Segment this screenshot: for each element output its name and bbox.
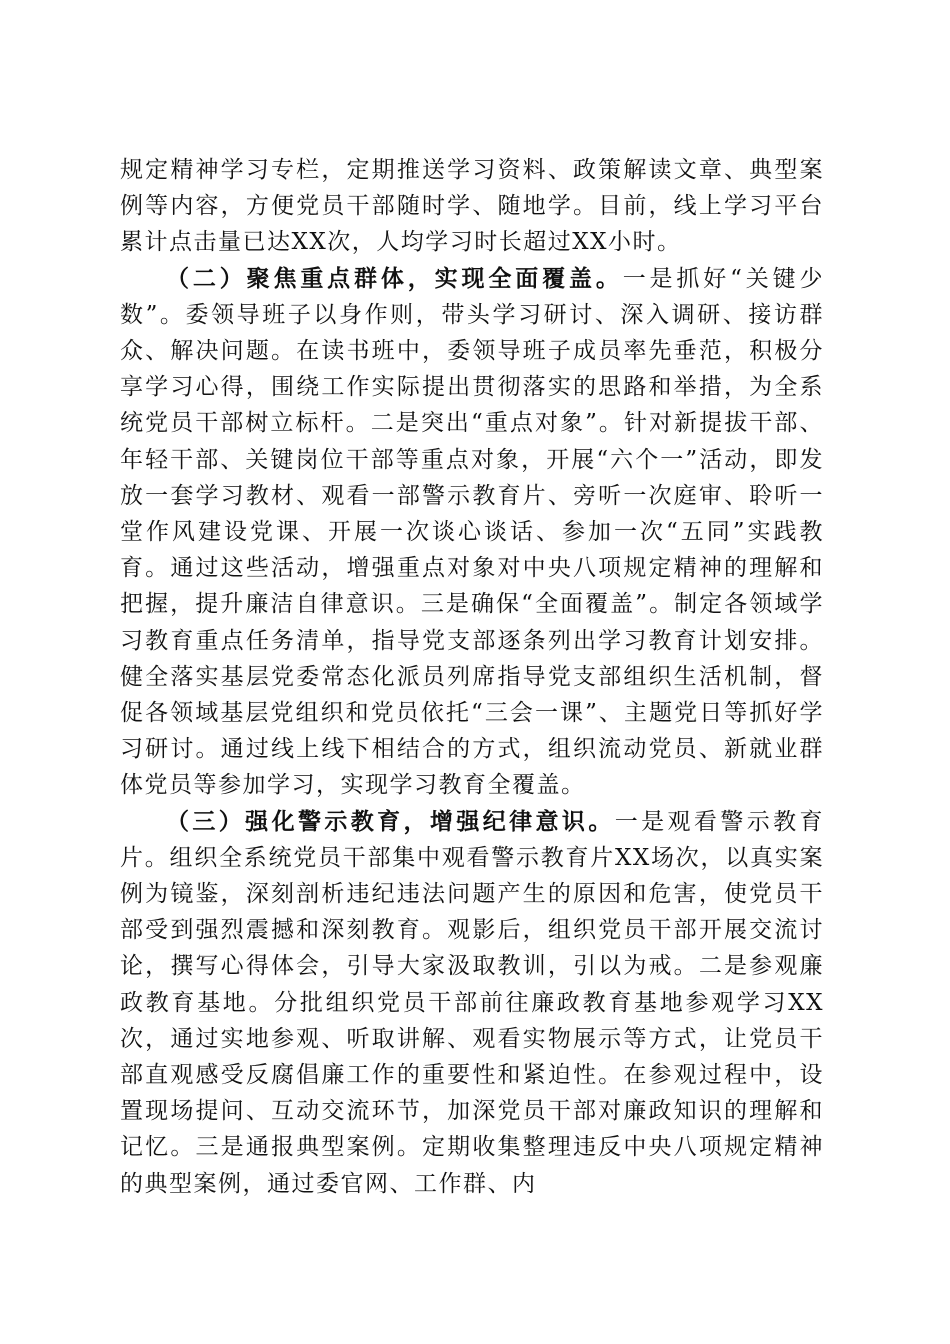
- paragraph-text: 规定精神学习专栏，定期推送学习资料、政策解读文章、典型案例等内容，方便党员干部随时学、随地学。目前，线上学习平台累计点击量已达XX次，人均学习时长超过XX小时。: [120, 157, 824, 256]
- paragraph-text: 一是观看警示教育片。组织全系统党员干部集中观看警示教育片XX场次，以真实案例为镜鉴，深刻剖析违纪违法问题产生的原因和危害，使党员干部受到强烈震撼和深刻教育。观影后，组织党员干部开展交流讨论，撰写心得体会，引导大家汲取教训，引以为戒。二是参观廉政教育基地。分批组织党员干部前往廉政教育基地参观学习XX次，通过实地参观、听取讲解、观看实物展示等方式，让党员干部直观感受反腐倡廉工作的重要性和紧迫性。在参观过程中，设置现场提问、互动交流环节，加深党员干部对廉政知识的理解和记忆。三是通报典型案例。定期收集整理违反中央八项规定精神的典型案例，通过委官网、工作群、内: [120, 808, 825, 1197]
- section-heading-3: （三）强化警示教育，增强纪律意识。: [166, 807, 615, 835]
- paragraph-focus-groups: [120, 261, 824, 804]
- paragraph-text: 一是抓好“关键少数”。委领导班子以身作则，带头学习研讨、深入调研、接访群众、解决问题。在读书班中，委领导班子成员率先垂范，积极分享学习心得，围绕工作实际提出贯彻落实的思路和举措，为全系统党员干部树立标杆。二是突出“重点对象”。针对新提拔干部、年轻干部、关键岗位干部等重点对象，开展“六个一”活动，即发放一套学习教材、观看一部警示教育片、旁听一次庭审、聆听一堂作风建设党课、开展一次谈心谈话、参加一次“五同”实践教育。通过这些活动，增强重点对象对中央八项规定精神的理解和把握，提升廉洁自律意识。三是确保“全面覆盖”。制定各领域学习教育重点任务清单，指导党支部逐条列出学习教育计划安排。健全落实基层党委常态化派员列席指导党支部组织生活机制，督促各领域基层党组织和党员依托“三会一课”、主题党日等抓好学习研讨。通过线上线下相结合的方式，组织流动党员、新就业群体党员等参加学习，实现学习教育全覆盖。: [120, 265, 824, 799]
- paragraph-warning-education: [120, 804, 824, 1202]
- paragraph-continuation: [120, 152, 824, 261]
- document-body: [120, 152, 824, 1202]
- section-heading-2: （二）聚焦重点群体，实现全面覆盖。: [166, 264, 623, 292]
